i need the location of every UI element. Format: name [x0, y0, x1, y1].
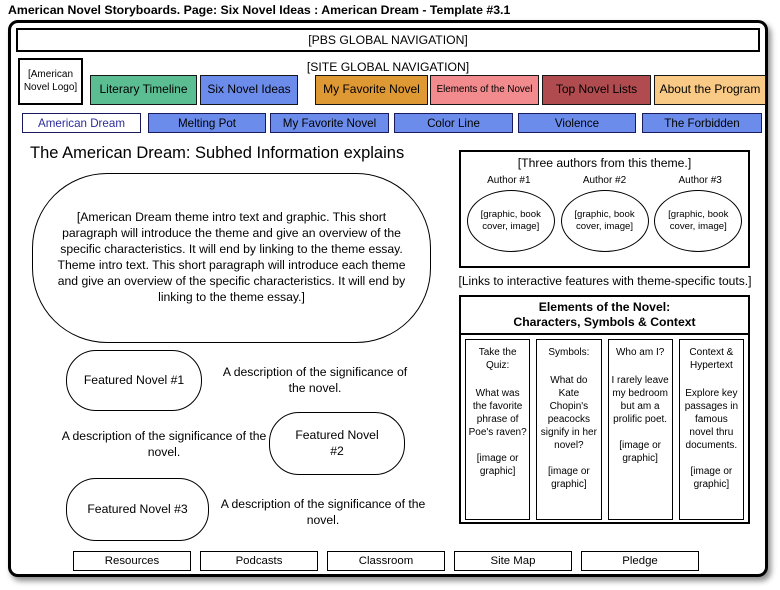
- featured-novel-label: Featured Novel #1: [83, 372, 185, 387]
- site-logo-label: [American Novel Logo]: [23, 69, 78, 93]
- column-heading: Context & Hypertext: [689, 347, 734, 372]
- footer-pledge-button[interactable]: [581, 551, 699, 571]
- featured-novel-1[interactable]: [66, 350, 202, 411]
- pbs-global-nav-bar[interactable]: [16, 28, 760, 52]
- author-3-cover-placeholder[interactable]: [654, 190, 742, 252]
- sub-nav-color-line[interactable]: [394, 113, 513, 133]
- placeholder-text: [graphic, book cover, image]: [668, 208, 729, 232]
- author-covers-row: [461, 190, 748, 252]
- sub-nav-violence[interactable]: [518, 113, 636, 133]
- column-image-placeholder: [image or graphic]: [476, 453, 519, 478]
- footer-classroom-button[interactable]: [327, 551, 445, 571]
- column-image-placeholder: [image or graphic]: [690, 466, 733, 491]
- featured-novel-label: Featured Novel #3: [87, 501, 188, 516]
- elements-of-the-novel-panel: [459, 295, 750, 524]
- author-1-label: Author #1: [487, 175, 531, 186]
- author-3-label: Author #3: [678, 175, 722, 186]
- top-nav-about-the-program[interactable]: [654, 75, 766, 105]
- authors-panel-title: [Three authors from this theme.]: [517, 156, 692, 170]
- top-nav-six-novel-ideas[interactable]: [200, 75, 298, 105]
- column-body: What do Kate Chopin's peacocks signify in her novel?: [540, 375, 597, 452]
- top-nav-label: Literary Timeline: [99, 82, 188, 97]
- top-nav-literary-timeline[interactable]: [90, 75, 197, 105]
- placeholder-text: [graphic, book cover, image]: [574, 208, 635, 232]
- top-nav-my-favorite-novel[interactable]: [315, 75, 428, 105]
- top-nav-label: Elements of the Novel: [436, 84, 533, 96]
- sub-nav-label: Melting Pot: [178, 116, 236, 130]
- author-2-label: Author #2: [582, 175, 627, 186]
- author-2-cover-placeholder[interactable]: [561, 190, 649, 252]
- featured-novel-label: Featured Novel #2: [295, 427, 379, 458]
- top-nav-label: Top Novel Lists: [555, 82, 638, 97]
- top-nav-label: About the Program: [659, 82, 761, 97]
- elements-column-quiz[interactable]: [465, 339, 530, 520]
- sub-nav-label: Violence: [554, 116, 600, 130]
- column-image-placeholder: [image or graphic]: [619, 440, 661, 465]
- sub-nav-label: American Dream: [38, 116, 125, 130]
- elements-panel-title-line2: Characters, Symbols & Context: [513, 314, 696, 329]
- footer-site-map-button[interactable]: [454, 551, 572, 571]
- site-logo[interactable]: [18, 58, 83, 105]
- featured-novel-3[interactable]: [66, 478, 209, 541]
- top-nav-label: My Favorite Novel: [323, 82, 420, 97]
- footer-button-label: Site Map: [490, 555, 536, 567]
- footer-button-label: Resources: [104, 555, 160, 567]
- page-title: American Novel Storyboards. Page: Six Novel Ideas : American Dream - Template #3.1: [8, 3, 511, 17]
- authors-panel: [459, 150, 750, 268]
- theme-intro-text: [American Dream theme intro text and graphic. This short paragraph will introduce the theme and give an overview of the specific characteristics. It will end by linking to the theme essay. Theme intro text. This short paragraph will introduce each theme and give an overview of the specific characteristics. It will end by linking to the theme essay.]: [57, 210, 406, 304]
- author-labels-row: [461, 175, 748, 186]
- column-heading: Who am I?: [615, 347, 665, 359]
- theme-intro-placeholder: [32, 173, 431, 343]
- featured-novel-3-description: A description of the significance of the novel.: [220, 497, 426, 527]
- top-nav-label: Six Novel Ideas: [207, 82, 291, 97]
- sub-nav-label: The Forbidden: [664, 116, 740, 130]
- footer-button-label: Podcasts: [235, 555, 283, 567]
- elements-column-symbols[interactable]: [536, 339, 601, 520]
- footer-button-label: Pledge: [622, 555, 658, 567]
- footer-podcasts-button[interactable]: [200, 551, 318, 571]
- interactive-links-note: [Links to interactive features with theme-specific touts.]: [458, 274, 752, 288]
- sub-nav-label: My Favorite Novel: [282, 116, 377, 130]
- top-nav-top-novel-lists[interactable]: [542, 75, 651, 105]
- elements-column-context-hypertext[interactable]: [679, 339, 744, 520]
- elements-column-who-am-i[interactable]: [608, 339, 673, 520]
- column-image-placeholder: [image or graphic]: [548, 466, 590, 491]
- storyboard-canvas: [8, 20, 768, 577]
- column-body: Explore key passages in famous novel thru documents.: [684, 388, 739, 452]
- site-global-nav-label: [SITE GLOBAL NAVIGATION]: [306, 60, 470, 74]
- sub-nav-label: Color Line: [427, 116, 480, 130]
- footer-button-label: Classroom: [358, 555, 414, 567]
- featured-novel-1-description: A description of the significance of the novel.: [222, 365, 408, 395]
- placeholder-text: [graphic, book cover, image]: [480, 208, 541, 232]
- top-nav-elements-of-the-novel[interactable]: [430, 75, 539, 105]
- elements-columns: [461, 335, 748, 524]
- sub-nav-american-dream[interactable]: [22, 113, 141, 133]
- elements-panel-title-line1: Elements of the Novel:: [538, 300, 671, 314]
- footer-nav: [73, 551, 699, 571]
- featured-novel-2-description: A description of the significance of the novel.: [61, 429, 267, 459]
- column-heading: Take the Quiz:: [478, 347, 517, 372]
- pbs-global-nav-label: [PBS GLOBAL NAVIGATION]: [308, 33, 468, 47]
- author-1-cover-placeholder[interactable]: [467, 190, 555, 252]
- featured-novel-2[interactable]: [269, 412, 405, 475]
- footer-resources-button[interactable]: [73, 551, 191, 571]
- column-body: I rarely leave my bedroom but am a prolific poet.: [611, 375, 669, 426]
- elements-panel-title: [461, 297, 748, 335]
- sub-nav-my-favorite-novel[interactable]: [270, 113, 389, 133]
- column-heading: Symbols:: [548, 347, 590, 359]
- sub-nav-melting-pot[interactable]: [148, 113, 266, 133]
- sub-nav-the-forbidden[interactable]: [642, 113, 762, 133]
- column-body: What was the favorite phrase of Poe's raven?: [468, 388, 527, 439]
- theme-heading: The American Dream: Subhed Information explains: [30, 144, 405, 162]
